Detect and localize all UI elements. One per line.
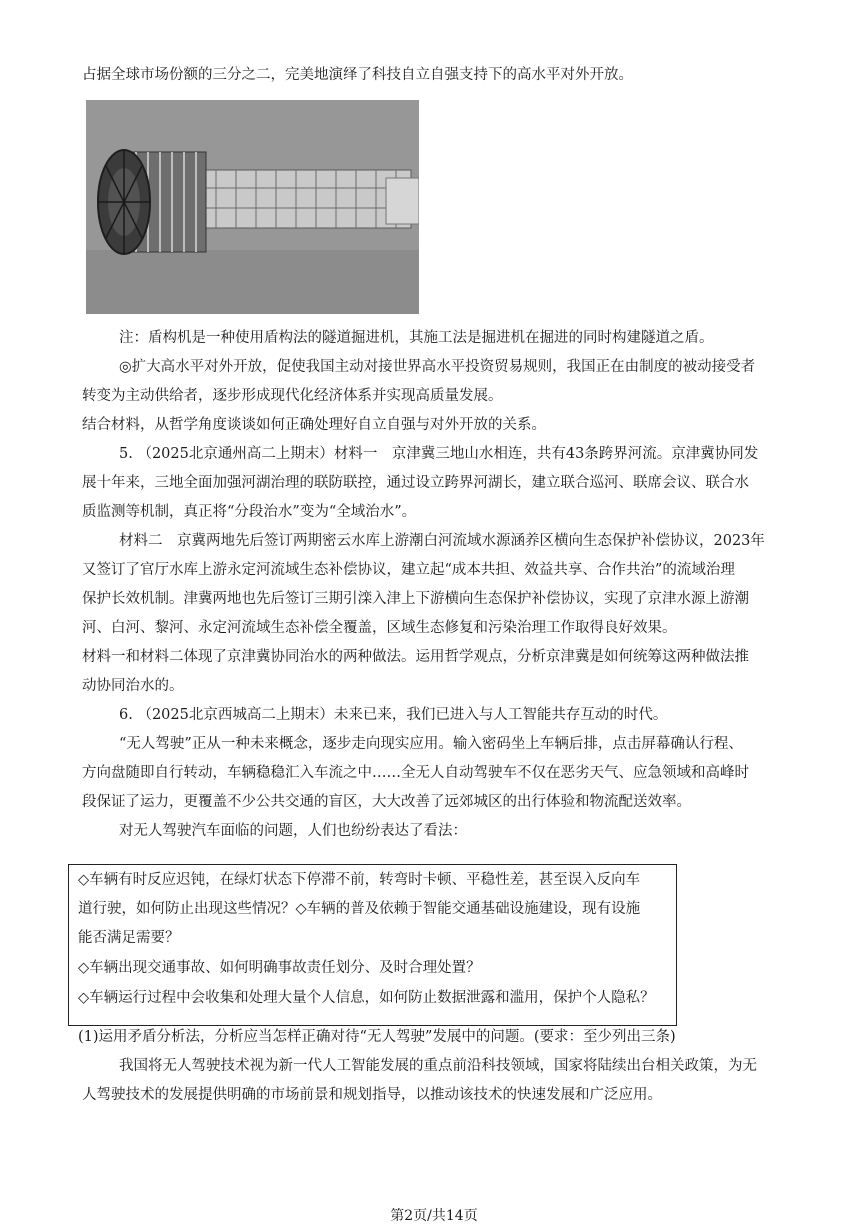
text-line: 方向盘随即自行转动，车辆稳稳汇入车流之中……全无人自动驾驶车不仅在恶劣天气、应急领域和高峰时 xyxy=(82,765,749,781)
question-6-heading: 6. （2025北京西城高二上期末）未来已来，我们已进入与人工智能共存互动的时代。 xyxy=(119,707,668,723)
text-line: 河、白河、黎河、永定河流域生态补偿全覆盖，区域生态修复和污染治理工作取得良好效果。 xyxy=(82,620,677,636)
text-line: 又签订了官厅水库上游永定河流域生态补偿协议，建立起“成本共担、效益共享、合作共治”的流域治理 xyxy=(82,562,735,578)
tunnel-boring-machine-photo xyxy=(86,100,419,314)
opinion-line: ◇车辆出现交通事故、如何明确事故责任划分、及时合理处置？ xyxy=(78,960,481,976)
sub-question-1: (1)运用矛盾分析法，分析应当怎样正确对待“无人驾驶”发展中的问题。(要求：至少列出三条) xyxy=(78,1029,676,1045)
text-line: 占据全球市场份额的三分之二，完美地演绎了科技自立自强支持下的高水平对外开放。 xyxy=(82,67,633,83)
text-line: ◎扩大高水平对外开放，促使我国主动对接世界高水平投资贸易规则，我国正在由制度的被动接受者 xyxy=(119,359,756,375)
text-line: 我国将无人驾驶技术视为新一代人工智能发展的重点前沿科技领域，国家将陆续出台相关政策，为无 xyxy=(119,1058,757,1074)
question-5-heading: 5. （2025北京通州高二上期末）材料一 京津冀三地山水相连，共有43条跨界河流。京津冀协同发 xyxy=(119,446,759,462)
text-line: 转变为主动供给者，逐步形成现代化经济体系并实现高质量发展。 xyxy=(82,388,503,404)
tunnel-boring-machine-illustration xyxy=(86,100,419,314)
opinion-line: 道行驶，如何防止出现这些情况？◇车辆的普及依赖于智能交通基础设施建设，现有设施 xyxy=(78,901,641,917)
text-line: 动协同治水的。 xyxy=(82,678,184,694)
text-line: 注：盾构机是一种使用盾构法的隧道掘进机，其施工法是掘进机在掘进的同时构建隧道之盾。 xyxy=(119,330,714,346)
text-line: 保护长效机制。津冀两地也先后签订三期引滦入津上下游横向生态保护补偿协议，实现了京津水源上游潮 xyxy=(82,591,749,607)
opinion-line: ◇车辆运行过程中会收集和处理大量个人信息，如何防止数据泄露和滥用，保护个人隐私？ xyxy=(78,990,655,1006)
text-line: 展十年来，三地全面加强河湖治理的联防联控，通过设立跨界河湖长，建立联合巡河、联席会议、联合水 xyxy=(82,475,749,491)
opinion-line: 能否满足需要？ xyxy=(78,930,180,946)
text-line: “无人驾驶”正从一种未来概念，逐步走向现实应用。输入密码坐上车辆后排，点击屏幕确认行程、 xyxy=(119,736,743,752)
text-line: 材料二 京冀两地先后签订两期密云水库上游潮白河流域水源涵养区横向生态保护补偿协议，2023年 xyxy=(119,533,765,549)
page-number: 第2页/共14页 xyxy=(390,1208,478,1224)
opinion-line: ◇车辆有时反应迟钝，在绿灯状态下停滞不前，转弯时卡顿、平稳性差，甚至误入反向车 xyxy=(78,872,641,888)
text-line: 对无人驾驶汽车面临的问题，人们也纷纷表达了看法： xyxy=(119,823,467,839)
text-line: 人驾驶技术的发展提供明确的市场前景和规划指导，以推动该技术的快速发展和广泛应用。 xyxy=(82,1087,662,1103)
text-line: 质监测等机制，真正将“分段治水”变为“全域治水”。 xyxy=(82,504,417,520)
text-line: 结合材料，从哲学角度谈谈如何正确处理好自立自强与对外开放的关系。 xyxy=(82,417,546,433)
text-line: 材料一和材料二体现了京津冀协同治水的两种做法。运用哲学观点，分析京津冀是如何统筹这两种做法推 xyxy=(82,649,749,665)
text-line: 段保证了运力，更覆盖不少公共交通的盲区，大大改善了远郊城区的出行体验和物流配送效率。 xyxy=(82,794,691,810)
